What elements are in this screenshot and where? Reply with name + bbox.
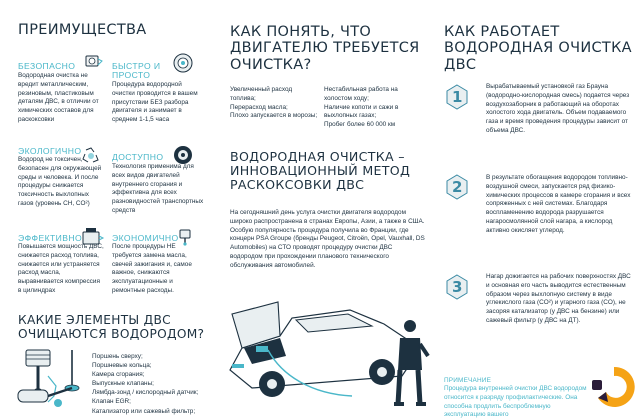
sign-item: Плохо запускается в морозы; [230, 112, 318, 120]
benefit-title-economical: ЭКОНОМИЧНО [112, 233, 179, 243]
brand-logo [590, 364, 638, 410]
parts-list [92, 352, 222, 416]
benefit-text-accessible: Технология применима для всех видов двигателей внутреннего сгорания и эффективна для всех разновидностей транспортных средств [112, 163, 204, 215]
method-text: На сегодняшний день услуга очистки двигателя водородом широко распространена в странах Европы, Азии, а также в США. Особую популярность процедура получила во Франции, где концерн PSA Groupe (бренды Peugeot, Citroën, Opel, Vauxhall, DS Automobiles) на СТО проводят процедуру очистки ДВС водородом при прохождении планового технического обслуживания автомобилей. [230, 209, 425, 269]
benefit-title-safe: БЕЗОПАСНО [18, 61, 76, 71]
benefit-text-safe: Водородная очистка не вредит металлическим, резиновым, пластиковым деталям ДВС, в отличии от химических составов для раскоксовки [18, 72, 99, 124]
gear-disc-icon [172, 52, 194, 74]
benefit-text-eco: Водород не токсичен, безопасен для окружающей среды и человека. И после процедуры снижается токсичность выхлопных газов (уровень CH, CO²) [18, 156, 102, 208]
benefit-title-eco: ЭКОЛОГИЧНО [18, 146, 82, 156]
sign-item: Перерасход масла; [230, 103, 288, 111]
sign-item: Нестабильная работа на холостом ходу; [324, 86, 398, 102]
method-title: ВОДОРОДНАЯ ОЧИСТКА – ИННОВАЦИОННЫЙ МЕТОД РАСКОКСОВКИ ДВС [230, 149, 411, 193]
step-3-number: 3 [452, 278, 463, 296]
benefit-text-economical: После процедуры НЕ требуется замена масла, свечей зажигания и, самое важное, снижаются эксплуатационные и ремонтные расходы. [112, 243, 192, 295]
sign-item: Пробег более 60 000 км [324, 121, 396, 129]
mechanic-illustration [392, 316, 432, 410]
how-to-know-title: КАК ПОНЯТЬ, ЧТО ДВИГАТЕЛЮ ТРЕБУЕТСЯ ОЧИСТКА? [230, 24, 420, 73]
advantages-title: ПРЕИМУЩЕСТВА [18, 22, 147, 38]
signs-right [324, 86, 424, 130]
list-item: Клапан EGR; [92, 398, 131, 406]
how-it-works-title: КАК РАБОТАЕТ ВОДОРОДНАЯ ОЧИСТКА ДВС [444, 24, 632, 73]
step-3-text: Нагар дожигается на рабочих поверхностях ДВС и основная его часть выводится естественным образом через выхлопную систему в виде углекислого газа (CO²) и угарного газа (CO), не засоряя катализатор (у ДВС на бензине) или сажевый фильтр (у ДВС на ДТ). [486, 273, 631, 325]
benefit-title-accessible: ДОСТУПНО [112, 152, 164, 162]
list-item: Поршневые кольца; [92, 362, 152, 370]
list-item: Лямбда-зонд / кислородный датчик; [92, 389, 199, 397]
sign-item: Увеличенный расход топлива; [230, 86, 293, 102]
step-2-text: В результате обогащения водородом топливно-воздушной смеси, запускается ряд физико-химических процессов в камере сгорания и всех сопряженных с ней системах. Благодаря воспламенению водорода разрушается нагаросмолянной слой нагара, а кислород активно окисляет углерод. [486, 174, 631, 234]
benefit-text-fast: Процедура водородной очистки проводится в вашем присутствии БЕЗ разбора двигателя и занимает в среднем 1-1,5 часа [112, 81, 198, 124]
list-item: Камера сгорания; [92, 371, 145, 379]
engine-parts-icon [84, 54, 104, 72]
sign-item: Наличие копоти и сажи в выхлопных газах; [324, 103, 399, 120]
list-item: Поршень сверху; [92, 353, 143, 360]
benefit-text-effective: Повышается мощность ДВС, снижается расход топлива, снижается или устраняется расход масла, выравнивается компрессия в цилиндрах [18, 243, 104, 295]
parts-title: КАКИЕ ЭЛЕМЕНТЫ ДВС ОЧИЩАЮТСЯ ВОДОРОДОМ? [18, 313, 205, 341]
exhaust-illustration [14, 376, 78, 410]
step-1-number: 1 [452, 88, 463, 106]
list-item: Выпускные клапаны; [92, 380, 154, 388]
step-1-text: Вырабатываемый установкой газ Брауна (водородно-кислородная смесь) подается через воздухозаборник в работающий на оборотах холостого хода двигатель. Объем подаваемого газа и время проведения процедуры зависит от объема ДВС. [486, 83, 630, 135]
note-text: Процедура внутренней очистки ДВС водородом относится к разряду профилактические. Она способна продлить беспроблемную эксплуатацию вашего [444, 385, 587, 419]
step-2-number: 2 [452, 178, 463, 196]
list-item: Катализатор или сажевый фильтр; [92, 407, 196, 415]
benefit-title-effective: ЭФФЕКТИВНО [18, 233, 83, 243]
benefit-title-fast: БЫСТРО И ПРОСТО [112, 61, 161, 81]
signs-left [230, 86, 318, 121]
note-title: ПРИМЕЧАНИЕ [444, 377, 492, 384]
